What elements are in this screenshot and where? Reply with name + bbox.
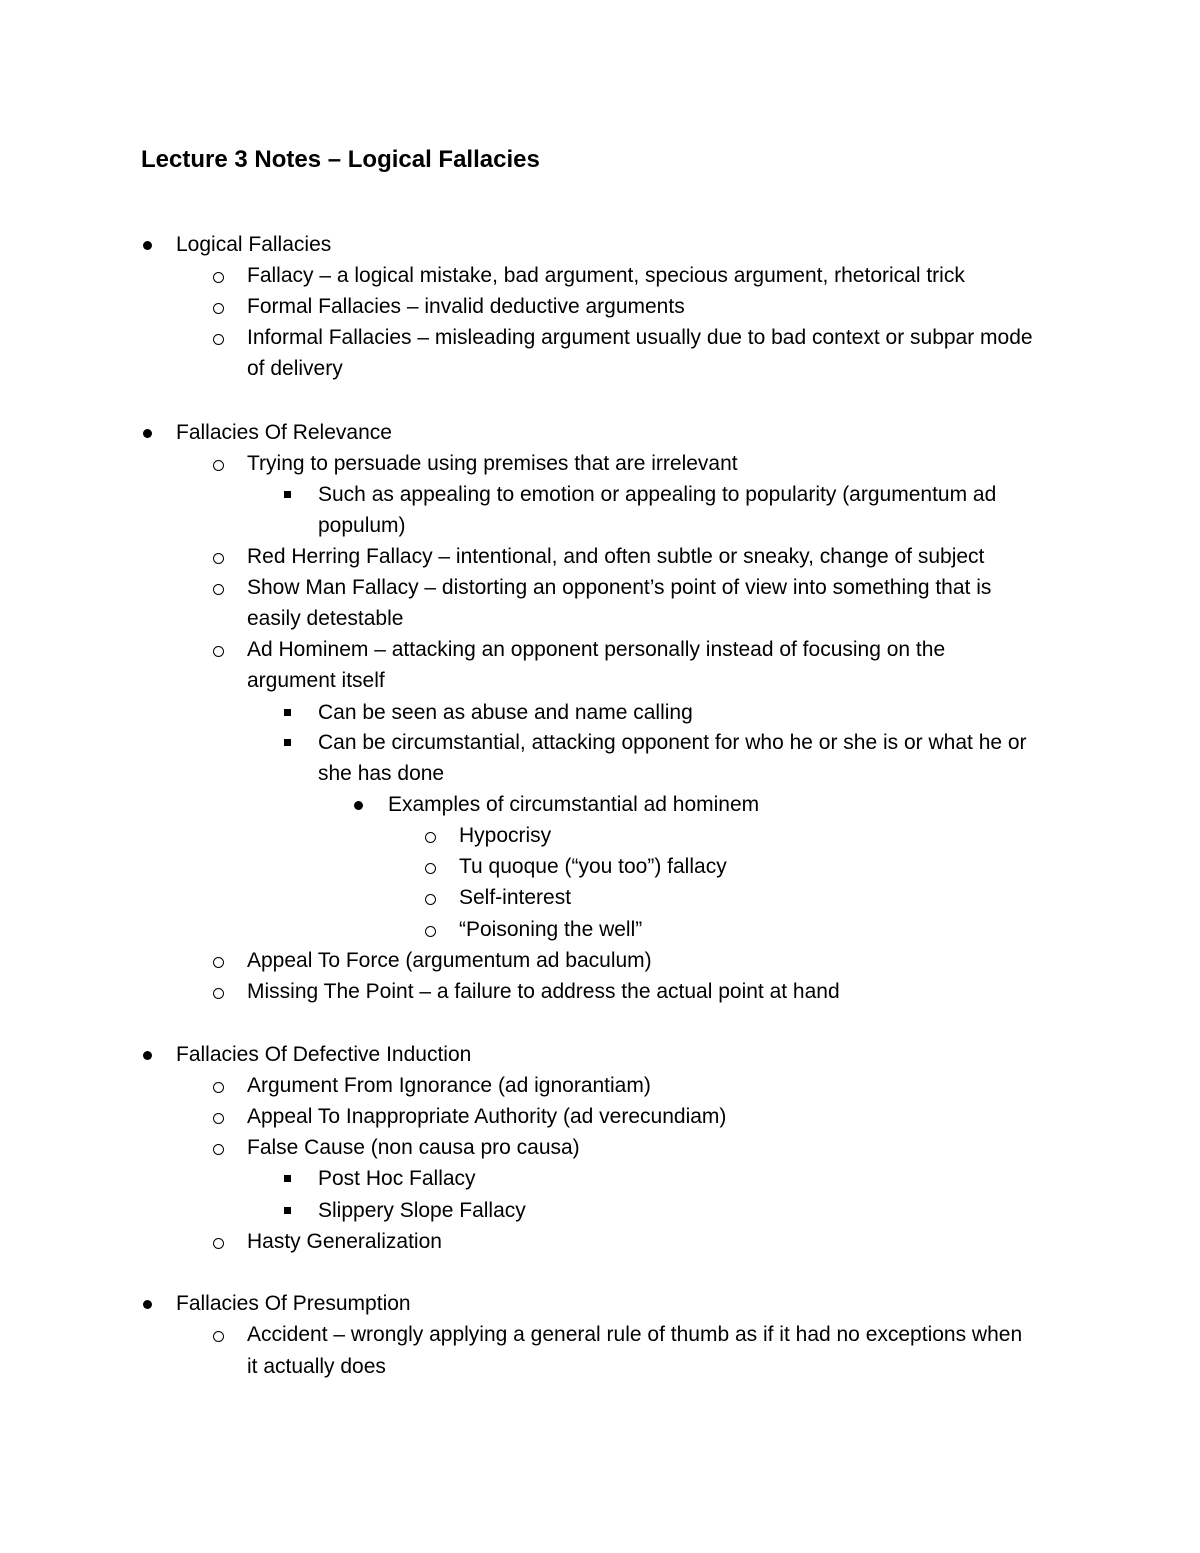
outline-item-text: Accident – wrongly applying a general rule of thumb as if it had no exceptions when xyxy=(247,1323,1023,1346)
bullet-circle-icon xyxy=(213,584,224,595)
outline-item-text: Fallacy – a logical mistake, bad argument, specious argument, rhetorical trick xyxy=(247,264,965,287)
outline-item-text: easily detestable xyxy=(247,607,404,630)
bullet-circle-icon xyxy=(213,957,224,968)
bullet-circle-icon xyxy=(213,1144,224,1155)
bullet-circle-icon xyxy=(425,894,436,905)
outline-item-text: Ad Hominem – attacking an opponent personally instead of focusing on the xyxy=(247,638,946,661)
document-title: Lecture 3 Notes – Logical Fallacies xyxy=(141,146,540,173)
bullet-square-icon xyxy=(284,709,291,716)
bullet-circle-icon xyxy=(425,926,436,937)
outline-item-text: Hypocrisy xyxy=(459,824,552,847)
bullet-circle-icon xyxy=(213,334,224,345)
bullet-disc-icon xyxy=(143,1300,152,1309)
outline-item-text: Formal Fallacies – invalid deductive arguments xyxy=(247,295,685,318)
bullet-circle-icon xyxy=(213,303,224,314)
bullet-circle-icon xyxy=(213,553,224,564)
outline-item-text: Appeal To Inappropriate Authority (ad verecundiam) xyxy=(247,1105,727,1128)
outline-item-text: it actually does xyxy=(247,1355,386,1378)
outline-item-text: False Cause (non causa pro causa) xyxy=(247,1136,580,1159)
bullet-circle-icon xyxy=(213,646,224,657)
bullet-circle-icon xyxy=(213,460,224,471)
bullet-circle-icon xyxy=(213,272,224,283)
outline-item-text: Slippery Slope Fallacy xyxy=(318,1199,526,1222)
outline-item-text: of delivery xyxy=(247,357,343,380)
outline-item-text: Post Hoc Fallacy xyxy=(318,1167,476,1190)
bullet-square-icon xyxy=(284,1207,291,1214)
bullet-circle-icon xyxy=(425,832,436,843)
bullet-square-icon xyxy=(284,1175,291,1182)
bullet-circle-icon xyxy=(213,1113,224,1124)
outline-item-text: Missing The Point – a failure to address the actual point at hand xyxy=(247,980,840,1003)
outline-item-text: Red Herring Fallacy – intentional, and often subtle or sneaky, change of subject xyxy=(247,545,985,568)
bullet-disc-icon xyxy=(143,1051,152,1060)
outline-item-text: “Poisoning the well” xyxy=(459,918,643,941)
bullet-square-icon xyxy=(284,491,291,498)
outline-item-text: Tu quoque (“you too”) fallacy xyxy=(459,855,727,878)
outline-item-text: Fallacies Of Relevance xyxy=(176,421,392,444)
outline-item-text: Hasty Generalization xyxy=(247,1230,442,1253)
outline-item-text: Such as appealing to emotion or appealing to popularity (argumentum ad xyxy=(318,483,997,506)
outline-item-text: argument itself xyxy=(247,669,385,692)
bullet-circle-icon xyxy=(213,1238,224,1249)
outline-item-text: Can be circumstantial, attacking opponent for who he or she is or what he or xyxy=(318,731,1027,754)
outline-item-text: Trying to persuade using premises that are irrelevant xyxy=(247,452,738,475)
bullet-circle-icon xyxy=(213,988,224,999)
outline-item-text: Informal Fallacies – misleading argument usually due to bad context or subpar mode xyxy=(247,326,1033,349)
outline-item-text: Fallacies Of Defective Induction xyxy=(176,1043,472,1066)
bullet-square-icon xyxy=(284,739,291,746)
outline-item-text: Argument From Ignorance (ad ignorantiam) xyxy=(247,1074,651,1097)
bullet-circle-icon xyxy=(213,1331,224,1342)
outline-item-text: Fallacies Of Presumption xyxy=(176,1292,411,1315)
outline-item-text: Examples of circumstantial ad hominem xyxy=(388,793,760,816)
outline-item-text: Self-interest xyxy=(459,886,572,909)
outline-item-text: Appeal To Force (argumentum ad baculum) xyxy=(247,949,652,972)
bullet-circle-icon xyxy=(213,1082,224,1093)
outline-item-text: Can be seen as abuse and name calling xyxy=(318,701,693,724)
bullet-disc-icon xyxy=(354,801,363,810)
outline-item-text: Show Man Fallacy – distorting an opponent’s point of view into something that is xyxy=(247,576,992,599)
outline-item-text: Logical Fallacies xyxy=(176,233,332,256)
bullet-disc-icon xyxy=(143,241,152,250)
bullet-disc-icon xyxy=(143,429,152,438)
outline-item-text: she has done xyxy=(318,762,445,785)
bullet-circle-icon xyxy=(425,863,436,874)
outline-item-text: populum) xyxy=(318,514,406,537)
